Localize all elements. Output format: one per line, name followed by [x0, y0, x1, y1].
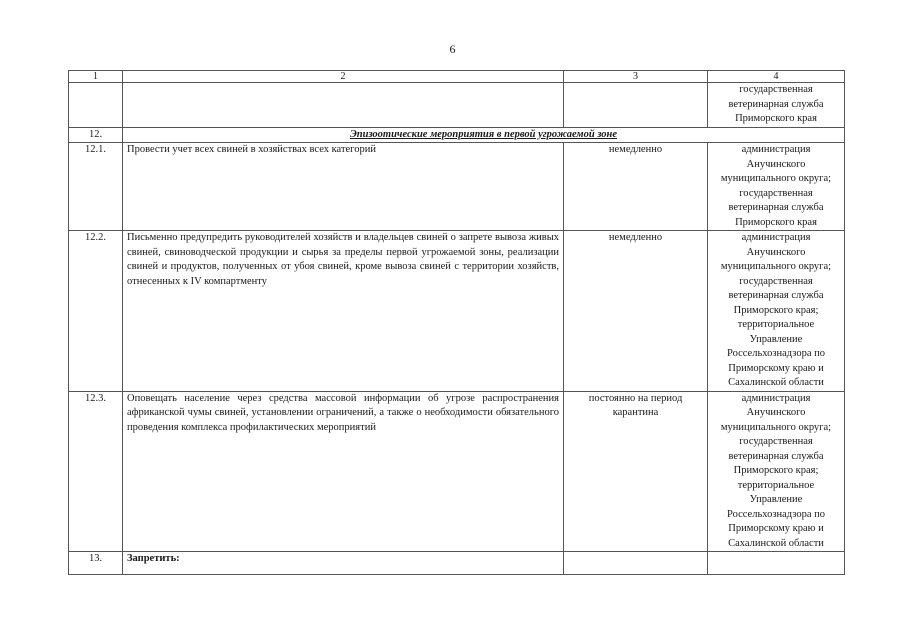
section-number: 12.: [69, 127, 123, 143]
measures-table: [68, 70, 845, 575]
section-number: 13.: [69, 552, 123, 575]
responsible-line: государственная: [739, 84, 813, 95]
responsible-line: Управление: [749, 494, 803, 505]
cell-number: 12.1.: [69, 143, 123, 231]
responsible-line: Анучинского: [746, 407, 806, 418]
table-row: [69, 231, 845, 392]
table-row: [69, 143, 845, 231]
cell-responsible: [708, 83, 845, 128]
header-col-4: 4: [708, 71, 845, 83]
responsible-line: Россельхознадзора по: [727, 508, 825, 520]
responsible-line: администрация: [741, 392, 811, 404]
header-col-2: 2: [123, 71, 564, 83]
responsible-line: территориальное: [737, 479, 815, 491]
responsible-line: муниципального округа;: [720, 421, 832, 433]
header-col-3: 3: [564, 71, 708, 83]
responsible-line: ветеринарная служба: [728, 98, 824, 110]
responsible-line: Сахалинской области: [728, 377, 824, 388]
cell-term: постоянно на период карантина: [564, 391, 708, 552]
cell-description: Провести учет всех свиней в хозяйствах всех категорий: [123, 143, 564, 231]
responsible-line: ветеринарная служба: [728, 450, 824, 462]
cell-responsible: [708, 143, 845, 231]
responsible-line: Анучинского: [746, 158, 806, 170]
responsible-line: территориальное: [737, 319, 815, 330]
cell-description: Оповещать население через средства массовой информации об угрозе распространения африканской чумы свиней, установлении ограничений, а также о необходимости обязательного проведения комплекса профилактических мероприятий: [123, 391, 564, 552]
cell-responsible: [708, 391, 845, 552]
responsible-line: Приморского края;: [733, 304, 819, 316]
responsible-line: ветеринарная служба: [728, 290, 824, 301]
cell-description: Письменно предупредить руководителей хозяйств и владельцев свиней о запрете вывоза живых свиней, свиноводческой продукции и сырья за пределы первой угрожаемой зоны, реализации свиней и продуктов, полученных от убоя свиней, кроме вывоза свиней с территории хозяйств, отнесенных к IV компартменту: [123, 231, 564, 392]
cell-term: [564, 83, 708, 128]
responsible-line: Приморского края: [735, 216, 817, 228]
cell-term: [564, 552, 708, 575]
cell-number: 12.2.: [69, 231, 123, 392]
header-col-1: 1: [69, 71, 123, 83]
responsible-line: муниципального округа;: [720, 173, 832, 184]
responsible-line: администрация: [741, 144, 811, 155]
cell-number: [69, 83, 123, 128]
section-row-12: [69, 127, 845, 143]
responsible-line: государственная: [739, 275, 813, 287]
responsible-line: Анучинского: [746, 246, 806, 258]
responsible-line: государственная: [739, 436, 813, 447]
responsible-line: Приморскому краю и: [728, 362, 824, 374]
responsible-line: Приморскому краю и: [728, 523, 824, 534]
cell-description: [123, 83, 564, 128]
table-row: [69, 391, 845, 552]
table-header-row: [69, 71, 845, 83]
responsible-line: ветеринарная служба: [728, 202, 824, 213]
section-title: Эпизоотические мероприятия в первой угрожаемой зоне: [123, 127, 845, 143]
cell-number: 12.3.: [69, 391, 123, 552]
responsible-line: государственная: [739, 187, 813, 199]
responsible-line: муниципального округа;: [720, 261, 832, 272]
responsible-line: Приморского края: [735, 113, 817, 124]
responsible-line: Россельхознадзора по: [727, 348, 825, 359]
responsible-line: администрация: [741, 232, 811, 243]
cell-responsible: [708, 552, 845, 575]
table-row-continued: [69, 83, 845, 128]
responsible-line: Приморского края;: [733, 465, 819, 476]
section-title: Запретить:: [123, 552, 564, 575]
page-number: 6: [449, 42, 456, 56]
responsible-line: Управление: [749, 333, 803, 345]
cell-term: немедленно: [564, 143, 708, 231]
section-row-13: [69, 552, 845, 575]
responsible-line: Сахалинской области: [728, 537, 824, 549]
cell-term: немедленно: [564, 231, 708, 392]
cell-responsible: [708, 231, 845, 392]
